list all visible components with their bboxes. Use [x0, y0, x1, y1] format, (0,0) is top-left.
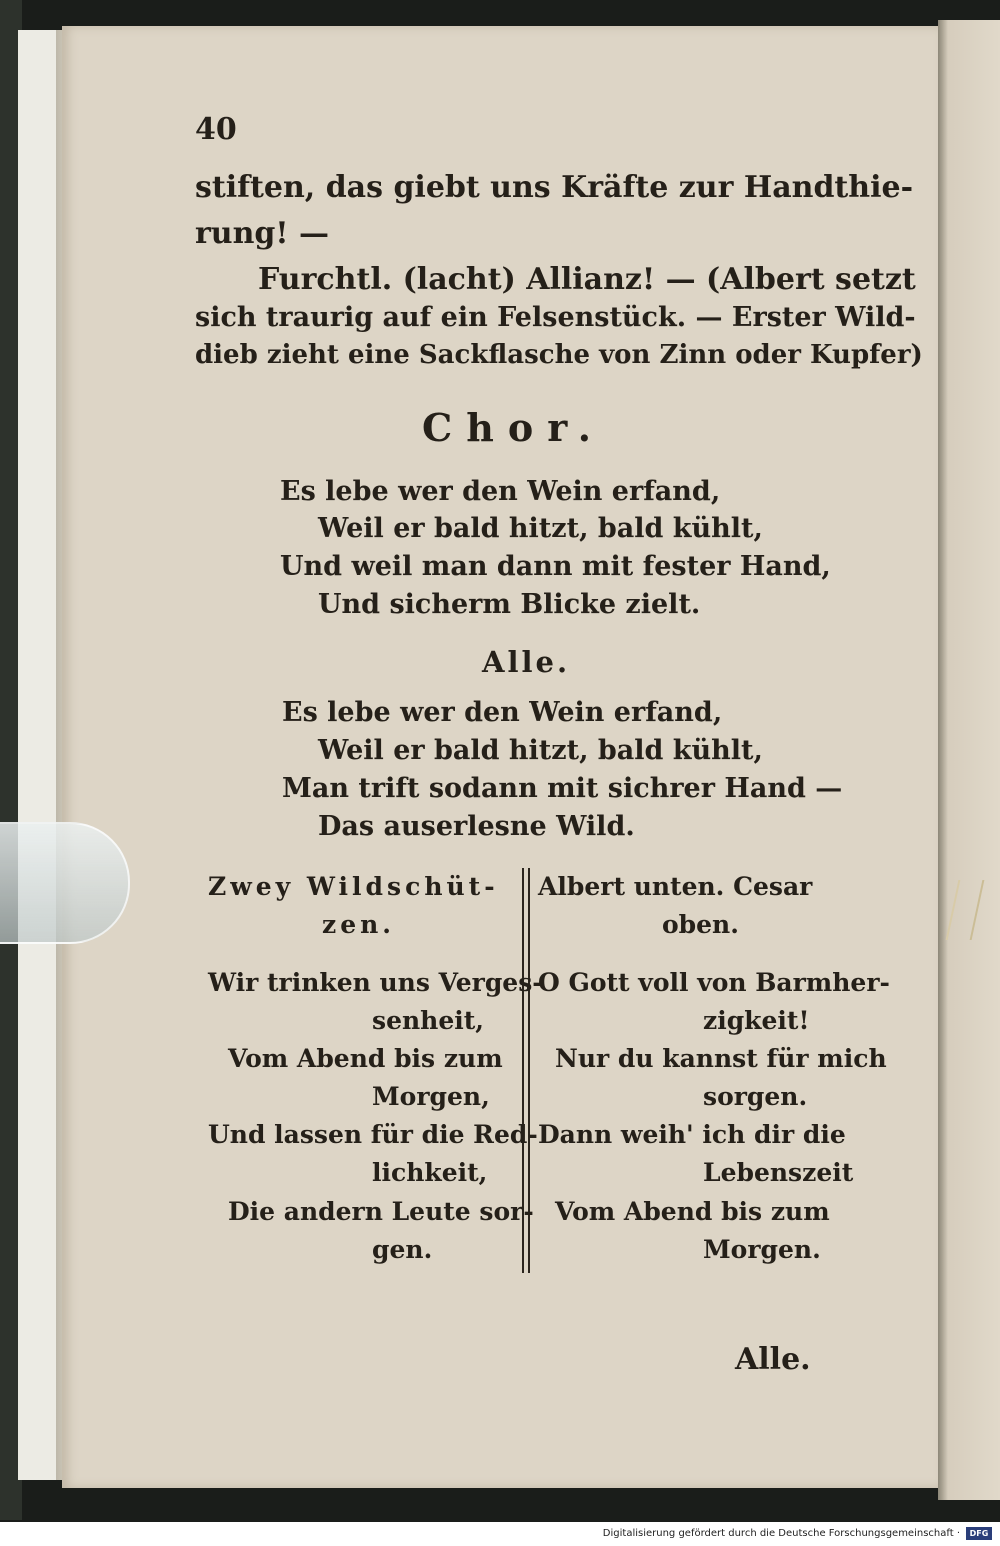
left-column-heading-1: Zwey Wildschüt- [208, 872, 499, 901]
left-line-2: senheit, [372, 1006, 484, 1035]
alle-line-3: Man trift sodann mit sichrer Hand — [282, 773, 843, 804]
adjacent-page-edge [938, 20, 1000, 1500]
right-line-3: Nur du kannst für mich [555, 1044, 887, 1073]
prose-line-5: dieb zieht eine Sackflasche von Zinn oder Kupfer) [195, 340, 923, 370]
prose-line-4: sich traurig auf ein Felsenstück. — Erster Wild- [195, 302, 916, 333]
right-column-heading-1: Albert unten. Cesar [538, 872, 813, 901]
right-line-4: sorgen. [703, 1082, 808, 1111]
right-line-7: Vom Abend bis zum [555, 1197, 830, 1226]
left-line-1: Wir trinken uns Verges- [208, 968, 543, 997]
alle-line-4: Das auserlesne Wild. [318, 811, 635, 842]
right-line-8: Morgen. [703, 1235, 821, 1264]
prose-line-1: stiften, das giebt uns Kräfte zur Handthie- [195, 170, 914, 205]
prose-line-2: rung! — [195, 216, 330, 251]
left-line-3: Vom Abend bis zum [228, 1044, 503, 1073]
right-line-5: Dann weih' ich dir die [538, 1120, 846, 1149]
left-line-5: Und lassen für die Red- [208, 1120, 538, 1149]
prose-line-3: Furchtl. (lacht) Allianz! — (Albert setzt [258, 262, 916, 297]
right-line-6: Lebenszeit [703, 1158, 854, 1187]
chor-line-3: Und weil man dann mit fester Hand, [280, 551, 831, 582]
dfg-logo-icon: DFG [966, 1527, 992, 1540]
right-column-heading-2: oben. [662, 910, 739, 939]
right-line-1: O Gott voll von Barmher- [538, 968, 890, 997]
footer-credit: Digitalisierung gefördert durch die Deutsche Forschungsgemeinschaft · [602, 1528, 960, 1539]
page-clip [0, 822, 130, 944]
chor-line-1: Es lebe wer den Wein erfand, [280, 476, 721, 507]
alle-line-1: Es lebe wer den Wein erfand, [282, 697, 723, 728]
left-line-6: lichkeit, [372, 1158, 488, 1187]
chor-heading: Chor. [422, 405, 605, 450]
chor-line-4: Und sicherm Blicke zielt. [318, 589, 701, 620]
chor-line-2: Weil er bald hitzt, bald kühlt, [318, 513, 763, 544]
catchword: Alle. [735, 1342, 811, 1377]
left-line-7: Die andern Leute sor- [228, 1197, 534, 1226]
left-line-8: gen. [372, 1235, 433, 1264]
alle-heading: Alle. [482, 645, 571, 679]
left-column-heading-2: zen. [322, 910, 395, 939]
left-line-4: Morgen, [372, 1082, 490, 1111]
alle-line-2: Weil er bald hitzt, bald kühlt, [318, 735, 763, 766]
right-line-2: zigkeit! [703, 1006, 810, 1035]
page-number: 40 [195, 112, 237, 147]
